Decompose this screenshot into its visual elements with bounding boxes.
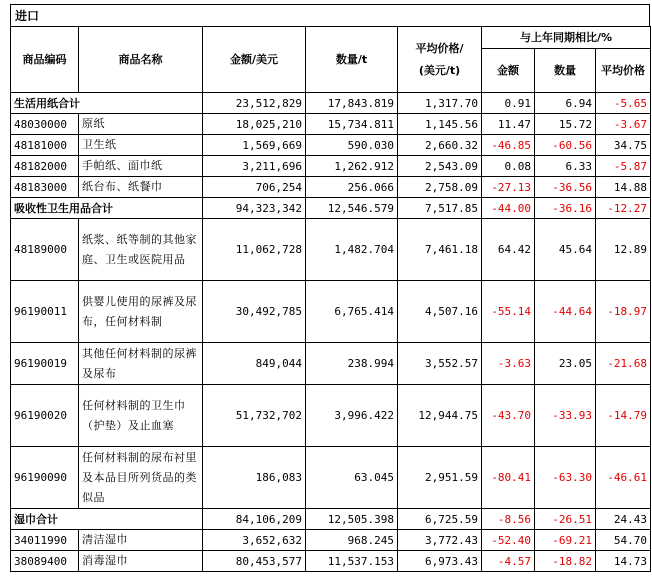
item-name: 供婴儿使用的尿裤及尿布，任何材料制 — [79, 281, 203, 343]
cell-avg-price: 3,772.43 — [398, 530, 482, 551]
header-code: 商品编码 — [11, 27, 79, 93]
cell-yoy-price: 14.73 — [596, 551, 651, 572]
cell-quantity: 238.994 — [306, 343, 398, 385]
cell-yoy-price: -3.67 — [596, 114, 651, 135]
cell-yoy-price: -12.27 — [596, 198, 651, 219]
header-yoy-price: 平均价格 — [596, 49, 651, 93]
item-code: 38089400 — [11, 551, 79, 572]
cell-amount: 94,323,342 — [203, 198, 306, 219]
cell-quantity: 1,482.704 — [306, 219, 398, 281]
cell-yoy-price: -21.68 — [596, 343, 651, 385]
cell-avg-price: 2,660.32 — [398, 135, 482, 156]
header-avg-price-line1: 平均价格/ — [415, 41, 464, 55]
cell-yoy-amount: -55.14 — [482, 281, 535, 343]
import-table-container — [10, 4, 650, 572]
cell-amount: 849,044 — [203, 343, 306, 385]
header-yoy-group: 与上年同期相比/% — [482, 27, 651, 49]
cell-avg-price: 12,944.75 — [398, 385, 482, 447]
cell-amount: 80,453,577 — [203, 551, 306, 572]
cell-avg-price: 3,552.57 — [398, 343, 482, 385]
table-body — [11, 93, 651, 572]
item-code: 48189000 — [11, 219, 79, 281]
cell-amount: 30,492,785 — [203, 281, 306, 343]
cell-yoy-price: 24.43 — [596, 509, 651, 530]
cell-amount: 18,025,210 — [203, 114, 306, 135]
cell-yoy-price: 14.88 — [596, 177, 651, 198]
cell-yoy-quantity: -63.30 — [535, 447, 596, 509]
header-avg-price — [398, 27, 482, 93]
cell-amount: 84,106,209 — [203, 509, 306, 530]
cell-quantity: 3,996.422 — [306, 385, 398, 447]
cell-yoy-quantity: -36.16 — [535, 198, 596, 219]
header-name: 商品名称 — [79, 27, 203, 93]
item-code: 96190019 — [11, 343, 79, 385]
table-row — [11, 135, 651, 156]
table-row — [11, 114, 651, 135]
cell-yoy-price: 54.70 — [596, 530, 651, 551]
item-name: 任何材料制的尿布衬里及本品目所列货品的类似品 — [79, 447, 203, 509]
cell-amount: 51,732,702 — [203, 385, 306, 447]
subtotal-row — [11, 509, 651, 530]
cell-yoy-amount: 0.08 — [482, 156, 535, 177]
cell-yoy-amount: -52.40 — [482, 530, 535, 551]
cell-yoy-quantity: -69.21 — [535, 530, 596, 551]
item-code: 96190090 — [11, 447, 79, 509]
header-quantity: 数量/t — [306, 27, 398, 93]
cell-avg-price: 1,317.70 — [398, 93, 482, 114]
cell-yoy-amount: -43.70 — [482, 385, 535, 447]
subtotal-label: 吸收性卫生用品合计 — [11, 198, 203, 219]
header-yoy-quantity: 数量 — [535, 49, 596, 93]
item-code: 34011990 — [11, 530, 79, 551]
cell-quantity: 63.045 — [306, 447, 398, 509]
cell-avg-price: 4,507.16 — [398, 281, 482, 343]
cell-yoy-price: -18.97 — [596, 281, 651, 343]
cell-avg-price: 1,145.56 — [398, 114, 482, 135]
import-table — [10, 26, 651, 572]
cell-yoy-amount: 64.42 — [482, 219, 535, 281]
table-row — [11, 343, 651, 385]
cell-yoy-quantity: 23.05 — [535, 343, 596, 385]
item-name: 纸台布、纸餐巾 — [79, 177, 203, 198]
item-name: 手帕纸、面巾纸 — [79, 156, 203, 177]
item-code: 48183000 — [11, 177, 79, 198]
table-row — [11, 551, 651, 572]
subtotal-row — [11, 93, 651, 114]
item-code: 48181000 — [11, 135, 79, 156]
cell-quantity: 12,546.579 — [306, 198, 398, 219]
item-name: 卫生纸 — [79, 135, 203, 156]
table-row — [11, 281, 651, 343]
cell-yoy-price: -5.87 — [596, 156, 651, 177]
item-name: 其他任何材料制的尿裤及尿布 — [79, 343, 203, 385]
cell-quantity: 11,537.153 — [306, 551, 398, 572]
cell-yoy-amount: -8.56 — [482, 509, 535, 530]
cell-yoy-quantity: 6.94 — [535, 93, 596, 114]
cell-yoy-quantity: 6.33 — [535, 156, 596, 177]
table-row — [11, 219, 651, 281]
cell-yoy-quantity: -44.64 — [535, 281, 596, 343]
table-row — [11, 447, 651, 509]
cell-quantity: 17,843.819 — [306, 93, 398, 114]
table-row — [11, 156, 651, 177]
cell-quantity: 1,262.912 — [306, 156, 398, 177]
cell-amount: 23,512,829 — [203, 93, 306, 114]
subtotal-row — [11, 198, 651, 219]
cell-quantity: 968.245 — [306, 530, 398, 551]
cell-amount: 706,254 — [203, 177, 306, 198]
cell-yoy-quantity: 15.72 — [535, 114, 596, 135]
cell-yoy-quantity: -33.93 — [535, 385, 596, 447]
header-amount: 金额/美元 — [203, 27, 306, 93]
cell-yoy-amount: -3.63 — [482, 343, 535, 385]
cell-yoy-amount: -44.00 — [482, 198, 535, 219]
cell-yoy-quantity: -26.51 — [535, 509, 596, 530]
cell-quantity: 256.066 — [306, 177, 398, 198]
cell-yoy-amount: 0.91 — [482, 93, 535, 114]
cell-yoy-price: 12.89 — [596, 219, 651, 281]
cell-yoy-amount: 11.47 — [482, 114, 535, 135]
cell-yoy-amount: -80.41 — [482, 447, 535, 509]
cell-avg-price: 2,758.09 — [398, 177, 482, 198]
cell-yoy-quantity: -60.56 — [535, 135, 596, 156]
table-row — [11, 385, 651, 447]
table-title: 进口 — [10, 4, 650, 26]
item-name: 纸浆、纸等制的其他家庭、卫生或医院用品 — [79, 219, 203, 281]
cell-yoy-price: 34.75 — [596, 135, 651, 156]
cell-yoy-amount: -27.13 — [482, 177, 535, 198]
cell-avg-price: 6,973.43 — [398, 551, 482, 572]
item-code: 48030000 — [11, 114, 79, 135]
cell-avg-price: 2,543.09 — [398, 156, 482, 177]
cell-amount: 11,062,728 — [203, 219, 306, 281]
cell-yoy-quantity: 45.64 — [535, 219, 596, 281]
cell-quantity: 15,734.811 — [306, 114, 398, 135]
cell-amount: 1,569,669 — [203, 135, 306, 156]
cell-quantity: 6,765.414 — [306, 281, 398, 343]
cell-quantity: 590.030 — [306, 135, 398, 156]
cell-amount: 186,083 — [203, 447, 306, 509]
item-name: 任何材料制的卫生巾（护垫）及止血塞 — [79, 385, 203, 447]
item-code: 96190011 — [11, 281, 79, 343]
item-name: 清洁湿巾 — [79, 530, 203, 551]
item-code: 96190020 — [11, 385, 79, 447]
item-name: 消毒湿巾 — [79, 551, 203, 572]
cell-yoy-price: -46.61 — [596, 447, 651, 509]
cell-amount: 3,652,632 — [203, 530, 306, 551]
cell-avg-price: 7,461.18 — [398, 219, 482, 281]
cell-quantity: 12,505.398 — [306, 509, 398, 530]
cell-yoy-quantity: -18.82 — [535, 551, 596, 572]
cell-yoy-price: -14.79 — [596, 385, 651, 447]
cell-avg-price: 7,517.85 — [398, 198, 482, 219]
cell-yoy-amount: -4.57 — [482, 551, 535, 572]
cell-yoy-quantity: -36.56 — [535, 177, 596, 198]
table-row — [11, 177, 651, 198]
cell-amount: 3,211,696 — [203, 156, 306, 177]
header-yoy-amount: 金额 — [482, 49, 535, 93]
item-name: 原纸 — [79, 114, 203, 135]
subtotal-label: 生活用纸合计 — [11, 93, 203, 114]
subtotal-label: 湿巾合计 — [11, 509, 203, 530]
cell-yoy-price: -5.65 — [596, 93, 651, 114]
header-avg-price-line2: (美元/t) — [418, 63, 461, 77]
cell-avg-price: 2,951.59 — [398, 447, 482, 509]
cell-yoy-amount: -46.85 — [482, 135, 535, 156]
table-row — [11, 530, 651, 551]
cell-avg-price: 6,725.59 — [398, 509, 482, 530]
item-code: 48182000 — [11, 156, 79, 177]
